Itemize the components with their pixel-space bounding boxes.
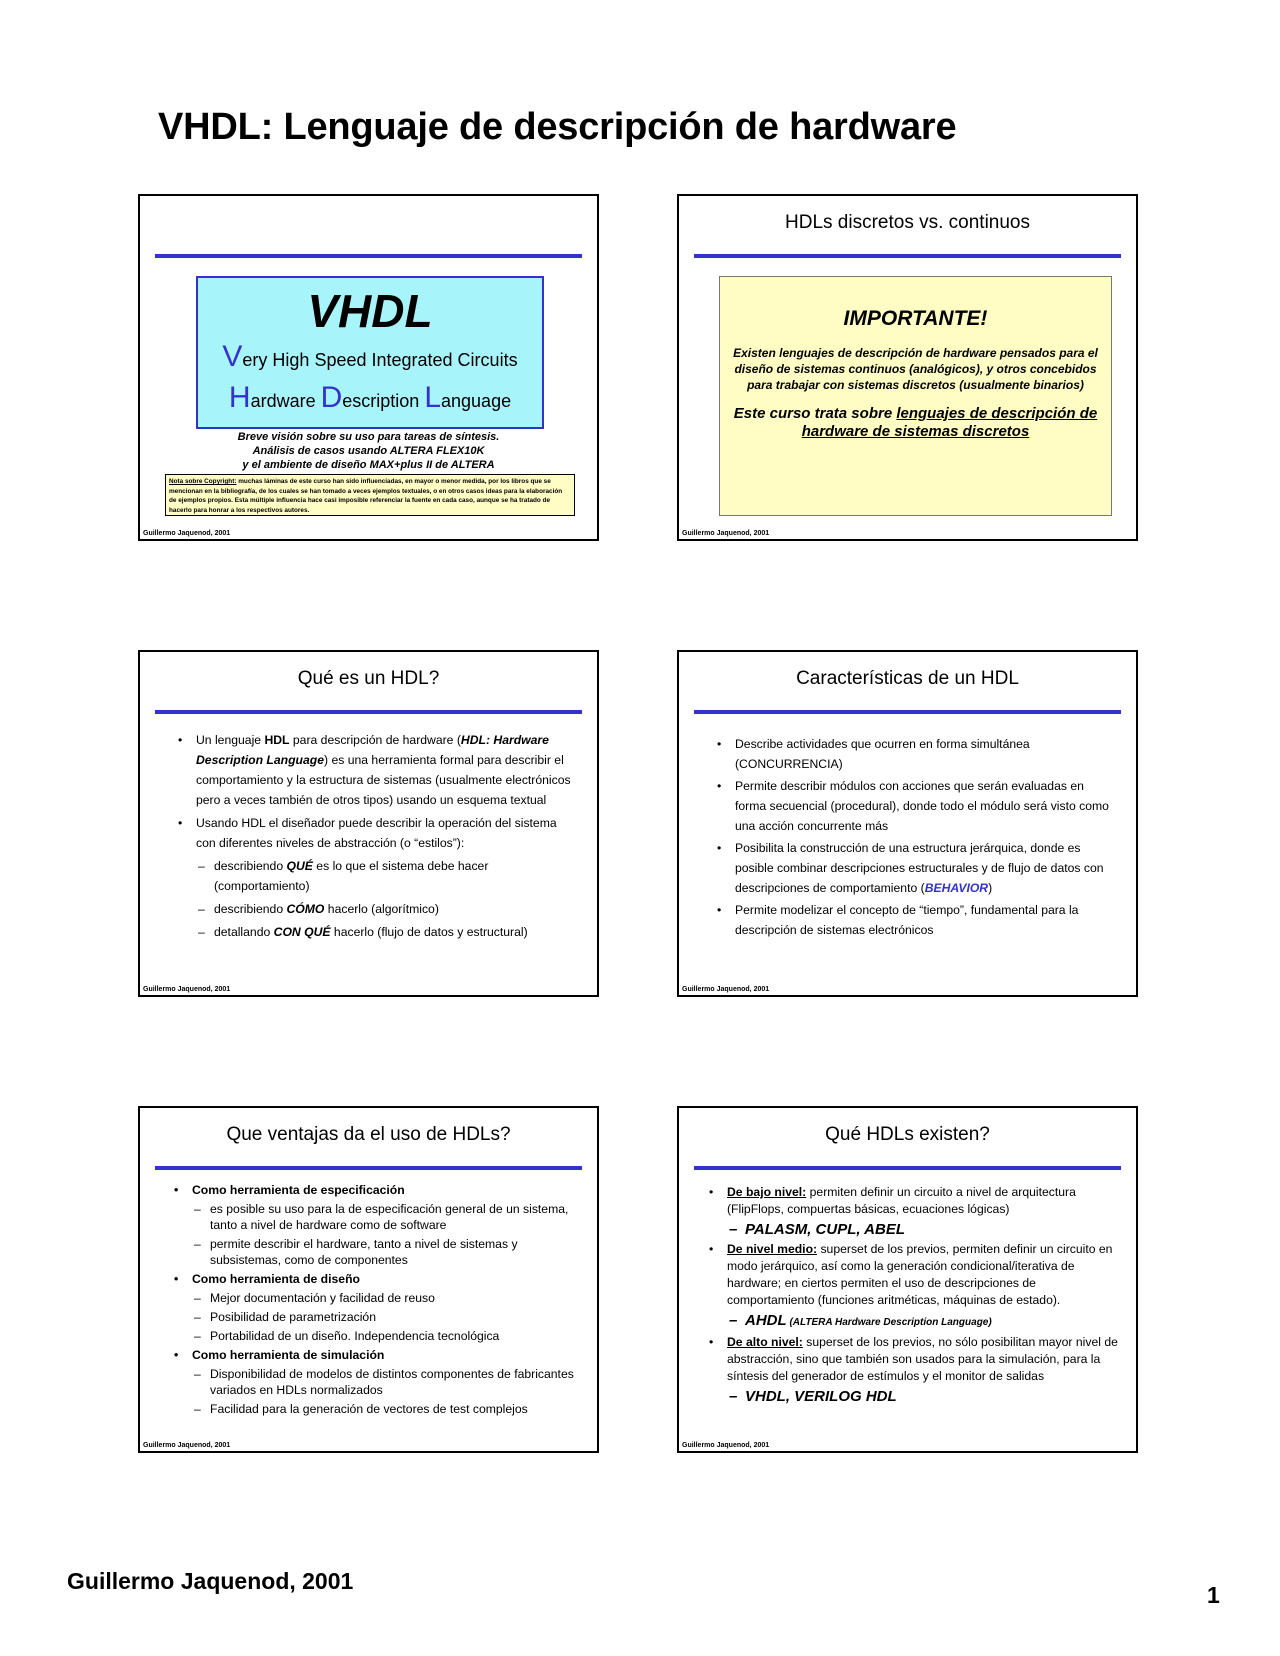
slide-existing-hdls: [677, 1106, 1138, 1453]
list-item: – Mejor documentación y facilidad de reuso: [172, 1290, 577, 1306]
list-item: • Como herramienta de simulación: [172, 1347, 577, 1363]
list-item: • De alto nivel: superset de los previos, no sólo posibilitan mayor nivel de abstracción, sino que también son usados para la simulación, para la síntesis del generador de estímulos y el monitor de salidas: [707, 1334, 1124, 1385]
list-item: • Posibilita la construcción de una estructura jerárquica, donde es posible combinar descripciones estructurales y de flujo de datos con descripciones de comportamiento (BEHAVIOR): [715, 838, 1116, 898]
slide-footer: Guillermo Jaquenod, 2001: [682, 986, 770, 993]
acronym-line-2: Hardware Description Language: [228, 381, 512, 414]
list-item: – AHDL (ALTERA Hardware Description Language): [707, 1311, 1124, 1333]
slide-divider: [155, 1166, 582, 1170]
list-item: – describiendo CÓMO hacerlo (algorítmico): [176, 899, 577, 919]
page-title: VHDL: Lenguaje de descripción de hardware: [158, 106, 957, 148]
important-heading: IMPORTANTE!: [843, 307, 988, 330]
slide-divider: [155, 710, 582, 714]
list-item: • Como herramienta de diseño: [172, 1271, 577, 1287]
slide-divider: [155, 254, 582, 258]
slide-footer: Guillermo Jaquenod, 2001: [682, 530, 770, 537]
important-body: Existen lenguajes de descripción de hardware pensados para el diseño de sistemas continuos (analógicos), y otros concebidos para trabajar con sistemas discretos (usualmente binarios): [733, 346, 1098, 392]
list-item: • Usando HDL el diseñador puede describir la operación del sistema con diferentes niveles de abstracción (o “estilos”):: [176, 813, 577, 853]
slide-divider: [694, 1166, 1121, 1170]
slide-hdl-advantages: [138, 1106, 599, 1453]
acronym-line-1: Very High Speed Integrated Circuits: [222, 340, 518, 373]
page-author: Guillermo Jaquenod, 2001: [67, 1568, 354, 1594]
slide-description: Breve visión sobre su uso para tareas de síntesis. Análisis de casos usando ALTERA FLEX10K y el ambiente de diseño MAX+plus II de ALTERA: [237, 431, 500, 471]
list-item: • Un lenguaje HDL para descripción de hardware (HDL: Hardware Description Language) es una herramienta formal para describir el comportamiento y la estructura de sistemas (usualmente electrónicos pero a veces también de otros tipos) usando un esquema textual: [176, 730, 577, 810]
list-item: – detallando CON QUÉ hacerlo (flujo de datos y estructural): [176, 922, 577, 942]
list-item: • De nivel medio: superset de los previos, permiten definir un circuito en modo jerárquico, así como la generación condicional/iterativa de hardware; en ciertos permiten el uso de descripciones de comportamiento (funciones aritméticas, máquinas de estado).: [707, 1241, 1124, 1309]
slide-title: Características de un HDL: [796, 668, 1019, 689]
copyright-note: Nota sobre Copyright: muchas láminas de este curso han sido influenciadas, en mayor o menor medida, por los libros que se mencionan en la bibliografía, de los cuales se han tomado a veces ejemplos textuales, o en otros casos ideas para la elaboración de ejemplos propios. Esta múltiple influencia hace casi imposible referenciar la fuente en cada caso, aunque se ha tratado de hacerlo para honrar a los respectivos autores.: [165, 474, 575, 516]
list-item: • Describe actividades que ocurren en forma simultánea (CONCURRENCIA): [715, 734, 1116, 774]
slide-title: Que ventajas da el uso de HDLs?: [226, 1124, 511, 1145]
page-number: 1: [1207, 1582, 1220, 1608]
list-item: – Posibilidad de parametrización: [172, 1309, 577, 1325]
slide-vhdl-intro: [138, 194, 599, 541]
list-item: • Permite describir módulos con acciones que serán evaluadas en forma secuencial (procedural), donde todo el módulo será visto como una acción concurrente más: [715, 776, 1116, 836]
bullet-list: [707, 1184, 1124, 1408]
course-scope: Este curso trata sobre lenguajes de descripción de hardware de sistemas discretos: [733, 405, 1098, 440]
bullet-list: [176, 730, 577, 945]
list-item: – Facilidad para la generación de vectores de test complejos: [172, 1401, 577, 1417]
bullet-list: [172, 1180, 577, 1420]
slide-title: HDLs discretos vs. continuos: [785, 212, 1030, 233]
slide-footer: Guillermo Jaquenod, 2001: [682, 1442, 770, 1449]
important-box: [719, 276, 1112, 516]
list-item: • De bajo nivel: permiten definir un circuito a nivel de arquitectura (FlipFlops, compuertas básicas, ecuaciones lógicas): [707, 1184, 1124, 1218]
list-item: • Permite modelizar el concepto de “tiempo”, fundamental para la descripción de sistemas electrónicos: [715, 900, 1116, 940]
list-item: – Disponibilidad de modelos de distintos componentes de fabricantes variados en HDLs normalizados: [172, 1366, 577, 1398]
list-item: – describiendo QUÉ es lo que el sistema debe hacer (comportamiento): [176, 856, 577, 896]
list-item: • Como herramienta de especificación: [172, 1182, 577, 1198]
slide-footer: Guillermo Jaquenod, 2001: [143, 1442, 231, 1449]
list-item: – Portabilidad de un diseño. Independencia tecnológica: [172, 1328, 577, 1344]
list-item: – permite describir el hardware, tanto a nivel de sistemas y subsistemas, como de componentes: [172, 1236, 577, 1268]
list-item: – PALASM, CUPL, ABEL: [707, 1220, 1124, 1240]
slide-divider: [694, 710, 1121, 714]
slide-discrete-vs-continuous: [677, 194, 1138, 541]
vhdl-title-box: [196, 276, 544, 429]
slide-divider: [694, 254, 1121, 258]
slide-footer: Guillermo Jaquenod, 2001: [143, 530, 231, 537]
list-item: – es posible su uso para la de especificación general de un sistema, tanto a nivel de hardware como de software: [172, 1201, 577, 1233]
slide-footer: Guillermo Jaquenod, 2001: [143, 986, 231, 993]
vhdl-heading: VHDL: [307, 285, 433, 337]
slide-title: Qué HDLs existen?: [825, 1124, 990, 1145]
list-item: – VHDL, VERILOG HDL: [707, 1387, 1124, 1407]
slide-title: Qué es un HDL?: [297, 668, 440, 689]
slide-hdl-features: [677, 650, 1138, 997]
slide-what-is-hdl: [138, 650, 599, 997]
bullet-list: [715, 734, 1116, 942]
